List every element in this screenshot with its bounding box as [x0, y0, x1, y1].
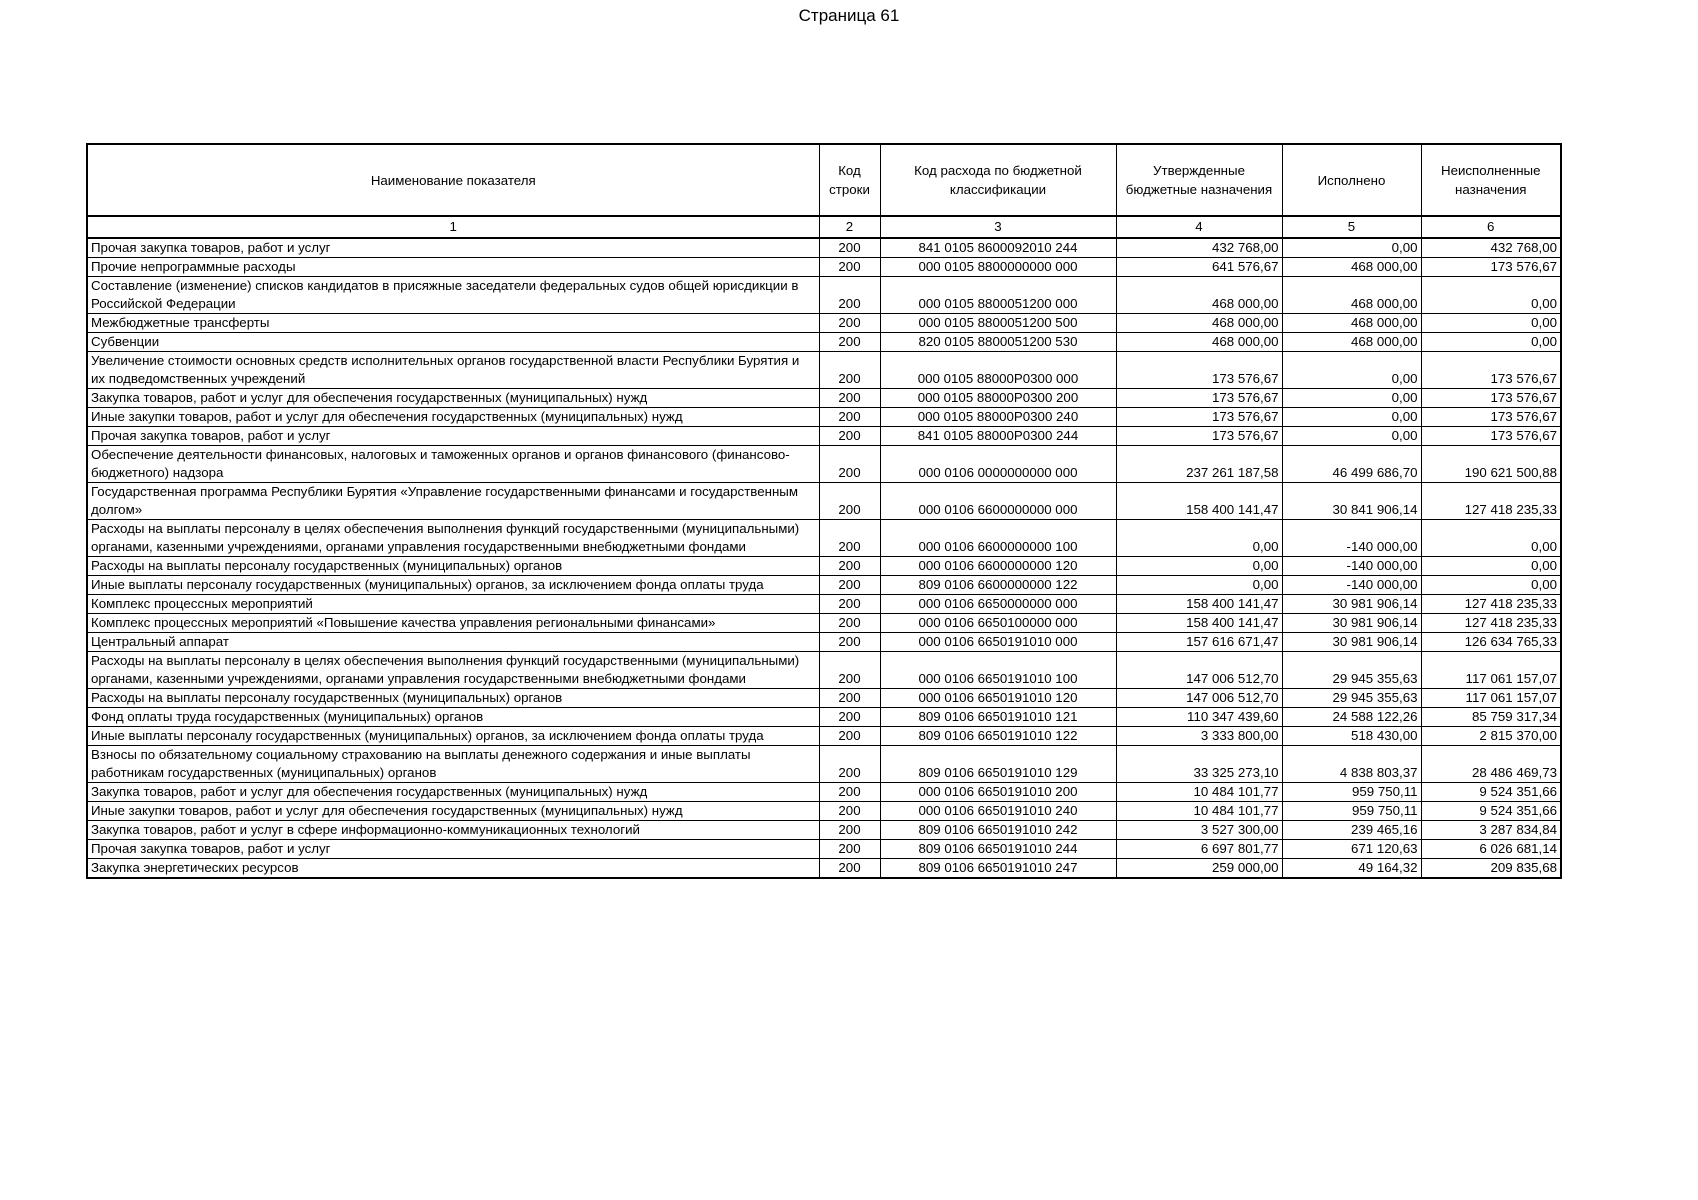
cell-row-code: 200 [819, 689, 880, 708]
table-row [87, 314, 1561, 333]
cell-unexecuted: 173 576,67 [1421, 258, 1561, 277]
cell-row-code: 200 [819, 389, 880, 408]
cell-unexecuted: 6 026 681,14 [1421, 840, 1561, 859]
cell-executed: 46 499 686,70 [1282, 446, 1421, 483]
cell-kbk: 000 0106 6650191010 240 [880, 802, 1116, 821]
cell-row-code: 200 [819, 633, 880, 652]
table-row [87, 427, 1561, 446]
table-row [87, 595, 1561, 614]
cell-name: Закупка товаров, работ и услуг для обеспечения государственных (муниципальных) нужд [87, 783, 819, 802]
cell-row-code: 200 [819, 277, 880, 314]
page-title: Страница 61 [798, 6, 900, 25]
cell-executed: -140 000,00 [1282, 520, 1421, 557]
cell-unexecuted: 127 418 235,33 [1421, 483, 1561, 520]
table-row [87, 446, 1561, 483]
cell-name: Иные выплаты персоналу государственных (муниципальных) органов, за исключением фонда оплаты труда [87, 727, 819, 746]
header-name: Наименование показателя [87, 144, 819, 216]
table-row [87, 238, 1561, 258]
table-row [87, 520, 1561, 557]
table-row [87, 483, 1561, 520]
table-row [87, 633, 1561, 652]
cell-kbk: 809 0106 6650191010 244 [880, 840, 1116, 859]
table-row [87, 746, 1561, 783]
cell-name: Увеличение стоимости основных средств исполнительных органов государственной власти Республики Бурятия и их подведомственных учреждений [87, 352, 819, 389]
cell-approved: 157 616 671,47 [1116, 633, 1282, 652]
cell-row-code: 200 [819, 483, 880, 520]
cell-kbk: 000 0105 88000P0300 240 [880, 408, 1116, 427]
cell-row-code: 200 [819, 576, 880, 595]
cell-name: Субвенции [87, 333, 819, 352]
header-unexecuted: Неисполненные назначения [1421, 144, 1561, 216]
cell-name: Прочая закупка товаров, работ и услуг [87, 427, 819, 446]
cell-unexecuted: 9 524 351,66 [1421, 783, 1561, 802]
cell-unexecuted: 126 634 765,33 [1421, 633, 1561, 652]
table-row [87, 689, 1561, 708]
cell-row-code: 200 [819, 408, 880, 427]
cell-kbk: 000 0106 6650191010 200 [880, 783, 1116, 802]
cell-row-code: 200 [819, 238, 880, 258]
cell-unexecuted: 127 418 235,33 [1421, 614, 1561, 633]
cell-unexecuted: 173 576,67 [1421, 352, 1561, 389]
cell-unexecuted: 117 061 157,07 [1421, 652, 1561, 689]
cell-approved: 3 333 800,00 [1116, 727, 1282, 746]
table-row [87, 783, 1561, 802]
cell-unexecuted: 28 486 469,73 [1421, 746, 1561, 783]
cell-name: Обеспечение деятельности финансовых, налоговых и таможенных органов и органов финансового (финансово-бюджетного) надзора [87, 446, 819, 483]
cell-approved: 33 325 273,10 [1116, 746, 1282, 783]
cell-row-code: 200 [819, 840, 880, 859]
cell-executed: 468 000,00 [1282, 258, 1421, 277]
cell-name: Расходы на выплаты персоналу государственных (муниципальных) органов [87, 557, 819, 576]
cell-name: Закупка товаров, работ и услуг для обеспечения государственных (муниципальных) нужд [87, 389, 819, 408]
cell-approved: 10 484 101,77 [1116, 802, 1282, 821]
column-number: 1 [87, 216, 819, 238]
cell-approved: 158 400 141,47 [1116, 614, 1282, 633]
cell-approved: 6 697 801,77 [1116, 840, 1282, 859]
cell-approved: 147 006 512,70 [1116, 652, 1282, 689]
header-executed: Исполнено [1282, 144, 1421, 216]
table-row [87, 708, 1561, 727]
cell-approved: 468 000,00 [1116, 333, 1282, 352]
cell-row-code: 200 [819, 708, 880, 727]
cell-row-code: 200 [819, 557, 880, 576]
table-row [87, 352, 1561, 389]
cell-unexecuted: 127 418 235,33 [1421, 595, 1561, 614]
cell-name: Иные закупки товаров, работ и услуг для обеспечения государственных (муниципальных) нужд [87, 408, 819, 427]
table-row [87, 576, 1561, 595]
cell-kbk: 809 0106 6650191010 122 [880, 727, 1116, 746]
cell-kbk: 841 0105 88000P0300 244 [880, 427, 1116, 446]
cell-executed: 518 430,00 [1282, 727, 1421, 746]
header-approved: Утвержденные бюджетные назначения [1116, 144, 1282, 216]
cell-name: Центральный аппарат [87, 633, 819, 652]
cell-executed: 24 588 122,26 [1282, 708, 1421, 727]
cell-executed: 959 750,11 [1282, 783, 1421, 802]
cell-approved: 237 261 187,58 [1116, 446, 1282, 483]
cell-kbk: 809 0106 6650191010 129 [880, 746, 1116, 783]
cell-executed: 0,00 [1282, 408, 1421, 427]
cell-approved: 158 400 141,47 [1116, 595, 1282, 614]
cell-unexecuted: 0,00 [1421, 576, 1561, 595]
cell-executed: 468 000,00 [1282, 314, 1421, 333]
cell-row-code: 200 [819, 859, 880, 879]
cell-approved: 0,00 [1116, 520, 1282, 557]
cell-approved: 3 527 300,00 [1116, 821, 1282, 840]
cell-kbk: 000 0106 6650100000 000 [880, 614, 1116, 633]
cell-approved: 0,00 [1116, 557, 1282, 576]
cell-executed: 0,00 [1282, 238, 1421, 258]
table-row [87, 408, 1561, 427]
cell-row-code: 200 [819, 614, 880, 633]
table-header-row [87, 144, 1561, 216]
cell-kbk: 000 0106 0000000000 000 [880, 446, 1116, 483]
cell-kbk: 809 0106 6650191010 242 [880, 821, 1116, 840]
cell-kbk: 000 0106 6600000000 100 [880, 520, 1116, 557]
cell-row-code: 200 [819, 314, 880, 333]
cell-row-code: 200 [819, 821, 880, 840]
cell-executed: 0,00 [1282, 427, 1421, 446]
cell-row-code: 200 [819, 652, 880, 689]
cell-executed: 30 981 906,14 [1282, 595, 1421, 614]
cell-approved: 432 768,00 [1116, 238, 1282, 258]
table-row [87, 821, 1561, 840]
cell-executed: 4 838 803,37 [1282, 746, 1421, 783]
column-number: 3 [880, 216, 1116, 238]
cell-executed: 49 164,32 [1282, 859, 1421, 879]
cell-unexecuted: 190 621 500,88 [1421, 446, 1561, 483]
cell-name: Прочая закупка товаров, работ и услуг [87, 238, 819, 258]
cell-unexecuted: 3 287 834,84 [1421, 821, 1561, 840]
cell-executed: -140 000,00 [1282, 557, 1421, 576]
header-kbk: Код расхода по бюджетной классификации [880, 144, 1116, 216]
cell-kbk: 000 0106 6650191010 100 [880, 652, 1116, 689]
cell-unexecuted: 432 768,00 [1421, 238, 1561, 258]
cell-unexecuted: 0,00 [1421, 277, 1561, 314]
cell-unexecuted: 2 815 370,00 [1421, 727, 1561, 746]
cell-approved: 173 576,67 [1116, 427, 1282, 446]
table-row [87, 802, 1561, 821]
cell-executed: 30 841 906,14 [1282, 483, 1421, 520]
cell-kbk: 000 0106 6650000000 000 [880, 595, 1116, 614]
cell-row-code: 200 [819, 783, 880, 802]
cell-executed: 959 750,11 [1282, 802, 1421, 821]
column-number: 5 [1282, 216, 1421, 238]
cell-name: Составление (изменение) списков кандидатов в присяжные заседатели федеральных судов общей юрисдикции в Российской Федерации [87, 277, 819, 314]
cell-name: Иные закупки товаров, работ и услуг для обеспечения государственных (муниципальных) нужд [87, 802, 819, 821]
cell-executed: 671 120,63 [1282, 840, 1421, 859]
cell-row-code: 200 [819, 333, 880, 352]
cell-name: Взносы по обязательному социальному страхованию на выплаты денежного содержания и иные выплаты работникам государственных (муниципальных) органов [87, 746, 819, 783]
column-number: 2 [819, 216, 880, 238]
cell-unexecuted: 173 576,67 [1421, 408, 1561, 427]
cell-unexecuted: 117 061 157,07 [1421, 689, 1561, 708]
cell-name: Расходы на выплаты персоналу государственных (муниципальных) органов [87, 689, 819, 708]
cell-unexecuted: 0,00 [1421, 557, 1561, 576]
table-row [87, 557, 1561, 576]
table-row [87, 258, 1561, 277]
cell-unexecuted: 173 576,67 [1421, 389, 1561, 408]
cell-kbk: 820 0105 8800051200 530 [880, 333, 1116, 352]
cell-executed: -140 000,00 [1282, 576, 1421, 595]
cell-kbk: 809 0106 6650191010 121 [880, 708, 1116, 727]
cell-name: Расходы на выплаты персоналу в целях обеспечения выполнения функций государственными (муниципальными) органами, казенными учреждениями, органами управления государственными внебюджетными фондами [87, 652, 819, 689]
cell-row-code: 200 [819, 427, 880, 446]
cell-name: Комплекс процессных мероприятий [87, 595, 819, 614]
cell-executed: 468 000,00 [1282, 277, 1421, 314]
cell-row-code: 200 [819, 446, 880, 483]
cell-row-code: 200 [819, 727, 880, 746]
cell-executed: 0,00 [1282, 389, 1421, 408]
cell-approved: 468 000,00 [1116, 277, 1282, 314]
cell-kbk: 000 0105 8800051200 000 [880, 277, 1116, 314]
cell-unexecuted: 85 759 317,34 [1421, 708, 1561, 727]
cell-kbk: 000 0105 88000P0300 000 [880, 352, 1116, 389]
cell-executed: 29 945 355,63 [1282, 689, 1421, 708]
table-row [87, 727, 1561, 746]
cell-unexecuted: 0,00 [1421, 333, 1561, 352]
cell-approved: 259 000,00 [1116, 859, 1282, 879]
cell-row-code: 200 [819, 746, 880, 783]
cell-approved: 468 000,00 [1116, 314, 1282, 333]
table-row [87, 652, 1561, 689]
cell-name: Расходы на выплаты персоналу в целях обеспечения выполнения функций государственными (муниципальными) органами, казенными учреждениями, органами управления государственными внебюджетными фондами [87, 520, 819, 557]
cell-row-code: 200 [819, 802, 880, 821]
cell-unexecuted: 209 835,68 [1421, 859, 1561, 879]
cell-row-code: 200 [819, 352, 880, 389]
cell-kbk: 000 0105 8800051200 500 [880, 314, 1116, 333]
table-row [87, 840, 1561, 859]
cell-name: Прочие непрограммные расходы [87, 258, 819, 277]
cell-name: Закупка товаров, работ и услуг в сфере информационно-коммуникационных технологий [87, 821, 819, 840]
cell-row-code: 200 [819, 520, 880, 557]
cell-row-code: 200 [819, 258, 880, 277]
cell-approved: 173 576,67 [1116, 352, 1282, 389]
cell-executed: 0,00 [1282, 352, 1421, 389]
column-number-row [87, 216, 1561, 238]
cell-approved: 0,00 [1116, 576, 1282, 595]
cell-name: Государственная программа Республики Бурятия «Управление государственными финансами и государственным долгом» [87, 483, 819, 520]
header-row-code: Код строки [819, 144, 880, 216]
cell-unexecuted: 0,00 [1421, 520, 1561, 557]
cell-name: Закупка энергетических ресурсов [87, 859, 819, 879]
table-row [87, 277, 1561, 314]
cell-kbk: 000 0106 6600000000 120 [880, 557, 1116, 576]
column-number: 6 [1421, 216, 1561, 238]
cell-executed: 468 000,00 [1282, 333, 1421, 352]
cell-name: Фонд оплаты труда государственных (муниципальных) органов [87, 708, 819, 727]
cell-approved: 173 576,67 [1116, 389, 1282, 408]
cell-approved: 147 006 512,70 [1116, 689, 1282, 708]
table-row [87, 333, 1561, 352]
cell-executed: 239 465,16 [1282, 821, 1421, 840]
cell-approved: 173 576,67 [1116, 408, 1282, 427]
cell-approved: 110 347 439,60 [1116, 708, 1282, 727]
cell-approved: 10 484 101,77 [1116, 783, 1282, 802]
cell-approved: 158 400 141,47 [1116, 483, 1282, 520]
cell-kbk: 809 0106 6600000000 122 [880, 576, 1116, 595]
cell-unexecuted: 0,00 [1421, 314, 1561, 333]
cell-row-code: 200 [819, 595, 880, 614]
table-row [87, 614, 1561, 633]
cell-kbk: 000 0106 6600000000 000 [880, 483, 1116, 520]
cell-executed: 29 945 355,63 [1282, 652, 1421, 689]
cell-approved: 641 576,67 [1116, 258, 1282, 277]
table-row [87, 389, 1561, 408]
budget-execution-table [86, 143, 1562, 879]
cell-unexecuted: 9 524 351,66 [1421, 802, 1561, 821]
cell-executed: 30 981 906,14 [1282, 633, 1421, 652]
cell-name: Иные выплаты персоналу государственных (муниципальных) органов, за исключением фонда оплаты труда [87, 576, 819, 595]
cell-kbk: 000 0105 8800000000 000 [880, 258, 1116, 277]
table-body [87, 238, 1561, 878]
cell-kbk: 841 0105 8600092010 244 [880, 238, 1116, 258]
cell-executed: 30 981 906,14 [1282, 614, 1421, 633]
cell-kbk: 809 0106 6650191010 247 [880, 859, 1116, 879]
cell-kbk: 000 0106 6650191010 120 [880, 689, 1116, 708]
cell-name: Прочая закупка товаров, работ и услуг [87, 840, 819, 859]
column-number: 4 [1116, 216, 1282, 238]
table-row [87, 859, 1561, 879]
cell-unexecuted: 173 576,67 [1421, 427, 1561, 446]
cell-kbk: 000 0105 88000P0300 200 [880, 389, 1116, 408]
cell-kbk: 000 0106 6650191010 000 [880, 633, 1116, 652]
cell-name: Комплекс процессных мероприятий «Повышение качества управления региональными финансами» [87, 614, 819, 633]
cell-name: Межбюджетные трансферты [87, 314, 819, 333]
